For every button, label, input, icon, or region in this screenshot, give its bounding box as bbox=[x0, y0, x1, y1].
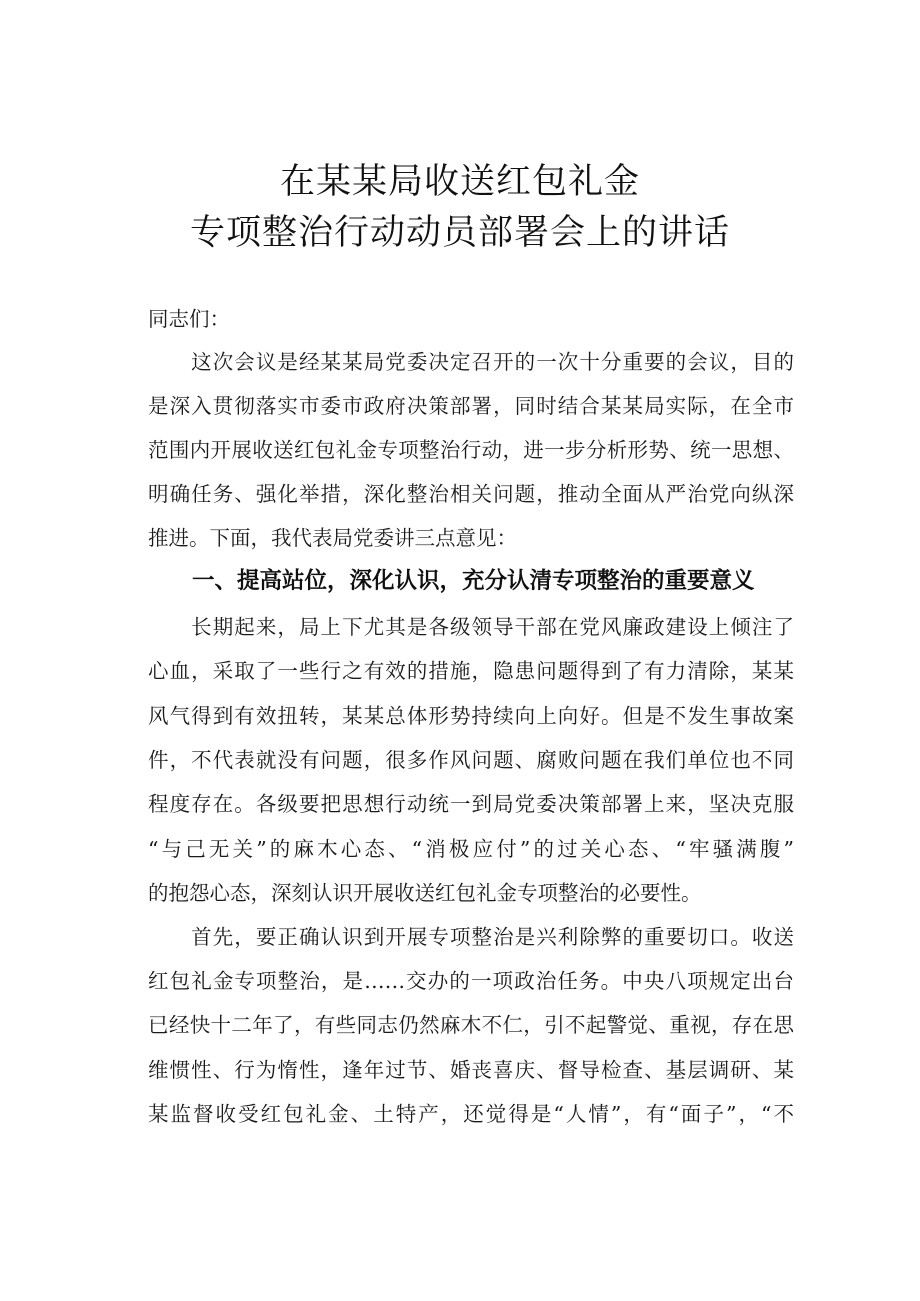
paragraph-2-line-1: 长期起来，局上下尤其是各级领导干部在党风廉政建设上倾注了 bbox=[148, 615, 794, 639]
paragraph-2-line-2: 心血，采取了一些行之有效的措施，隐患问题得到了有力清除，某某 bbox=[148, 659, 794, 683]
paragraph-3-line-5: 某监督收受红包礼金、土特产，还觉得是“人情”，有“面子”，“不 bbox=[148, 1102, 794, 1126]
paragraph-2-line-5: 程度存在。各级要把思想行动统一到局党委决策部署上来，坚决克服 bbox=[148, 792, 794, 816]
document-title-line-1: 在某某局收送红包礼金 bbox=[279, 162, 640, 202]
paragraph-1-line-5: 推进。下面，我代表局党委讲三点意见： bbox=[148, 526, 517, 550]
paragraph-3-line-2: 红包礼金专项整治，是……交办的一项政治任务。中央八项规定出台 bbox=[148, 969, 794, 993]
salutation: 同志们： bbox=[148, 307, 230, 331]
paragraph-2-line-3: 风气得到有效扭转，某某总体形势持续向上向好。但是不发生事故案 bbox=[148, 704, 794, 728]
paragraph-1-line-2: 是深入贯彻落实市委市政府决策部署，同时结合某某局实际，在全市 bbox=[148, 394, 794, 418]
paragraph-2-line-7: 的抱怨心态，深刻认识开展收送红包礼金专项整治的必要性。 bbox=[148, 881, 702, 905]
document-title-line-2: 专项整治行动动员部署会上的讲话 bbox=[189, 213, 730, 253]
paragraph-3-line-3: 已经快十二年了，有些同志仍然麻木不仁，引不起警觉、重视，存在思 bbox=[148, 1013, 794, 1037]
paragraph-2-line-4: 件，不代表就没有问题，很多作风问题、腐败问题在我们单位也不同 bbox=[148, 748, 794, 772]
paragraph-1-line-3: 范围内开展收送红包礼金专项整治行动，进一步分析形势、统一思想、 bbox=[148, 438, 794, 462]
paragraph-1-line-4: 明确任务、强化举措，深化整治相关问题，推动全面从严治党向纵深 bbox=[148, 482, 794, 506]
paragraph-3-line-4: 维惯性、行为惰性，逢年过节、婚丧喜庆、督导检查、基层调研、某 bbox=[148, 1058, 794, 1082]
paragraph-1-line-1: 这次会议是经某某局党委决定召开的一次十分重要的会议，目的 bbox=[148, 350, 794, 374]
paragraph-2-line-6: “与己无关”的麻木心态、“消极应付”的过关心态、“牢骚满腹” bbox=[148, 837, 794, 861]
paragraph-3-line-1: 首先，要正确认识到开展专项整治是兴利除弊的重要切口。收送 bbox=[148, 925, 794, 949]
section-heading-1: 一、提高站位，深化认识，充分认清专项整治的重要意义 bbox=[192, 568, 755, 594]
